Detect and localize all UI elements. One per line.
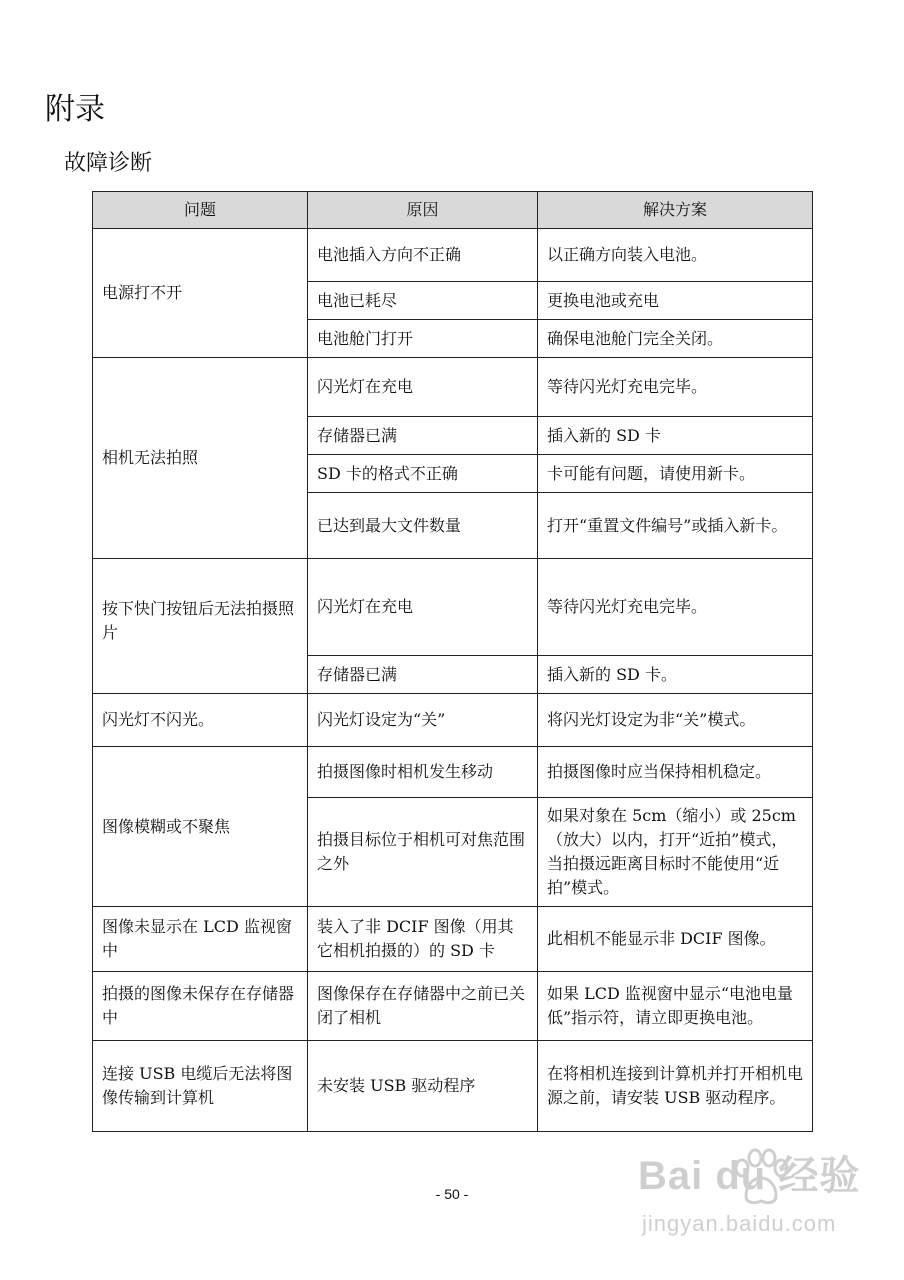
solution-cell: 插入新的 SD 卡 — [538, 417, 813, 455]
problem-cell: 图像未显示在 LCD 监视窗中 — [93, 907, 308, 972]
solution-cell: 更换电池或充电 — [538, 282, 813, 320]
troubleshooting-table — [92, 191, 813, 1132]
paw-icon — [728, 1148, 792, 1208]
cause-cell: 已达到最大文件数量 — [308, 493, 538, 559]
solution-cell: 等待闪光灯充电完毕。 — [538, 559, 813, 656]
page-number: - 50 - — [435, 1186, 469, 1202]
table-row — [93, 747, 813, 798]
cause-cell: 图像保存在存储器中之前已关闭了相机 — [308, 972, 538, 1041]
solution-cell: 拍摄图像时应当保持相机稳定。 — [538, 747, 813, 798]
solution-cell: 打开“重置文件编号”或插入新卡。 — [538, 493, 813, 559]
section-title: 故障诊断 — [64, 151, 153, 176]
problem-cell: 相机无法拍照 — [93, 358, 308, 559]
solution-cell: 在将相机连接到计算机并打开相机电源之前，请安装 USB 驱动程序。 — [538, 1041, 813, 1132]
baidu-watermark — [628, 1148, 868, 1252]
cause-cell: 电池插入方向不正确 — [308, 229, 538, 282]
cause-cell: 电池舱门打开 — [308, 320, 538, 358]
problem-cell — [93, 559, 308, 694]
solution-cell: 等待闪光灯充电完毕。 — [538, 358, 813, 417]
cause-cell: 存储器已满 — [308, 656, 538, 694]
cause-cell: 拍摄图像时相机发生移动 — [308, 747, 538, 798]
solution-cell: 确保电池舱门完全关闭。 — [538, 320, 813, 358]
table-row — [93, 229, 813, 282]
table-row — [93, 1041, 813, 1132]
watermark-logo-text: Bai du 经验 — [638, 1154, 861, 1198]
table-header-row — [93, 192, 813, 229]
problem-cell: 图像模糊或不聚焦 — [93, 747, 308, 907]
header-problem: 问题 — [93, 192, 308, 229]
table-row — [93, 972, 813, 1041]
cause-cell: 闪光灯在充电 — [308, 559, 538, 656]
problem-text: 按下快门按钮后无法拍摄照片 — [102, 599, 295, 642]
solution-cell: 以正确方向装入电池。 — [538, 229, 813, 282]
page-title: 附录 — [45, 92, 105, 127]
problem-cell: 拍摄的图像未保存在存储器中 — [93, 972, 308, 1041]
problem-cell: 闪光灯不闪光。 — [93, 694, 308, 747]
cause-cell: SD 卡的格式不正确 — [308, 455, 538, 493]
watermark-url: jingyan.baidu.com — [642, 1211, 837, 1236]
cause-cell: 闪光灯设定为“关” — [308, 694, 538, 747]
table-row — [93, 694, 813, 747]
header-solution: 解决方案 — [538, 192, 813, 229]
solution-cell: 将闪光灯设定为非“关”模式。 — [538, 694, 813, 747]
table-row — [93, 559, 813, 656]
cause-cell: 拍摄目标位于相机可对焦范围之外 — [308, 798, 538, 907]
cause-cell: 存储器已满 — [308, 417, 538, 455]
cause-cell: 未安装 USB 驱动程序 — [308, 1041, 538, 1132]
solution-cell: 如果对象在 5cm（缩小）或 25cm（放大）以内，打开“近拍”模式，当拍摄远距离目标时不能使用“近拍”模式。 — [538, 798, 813, 907]
problem-cell: 连接 USB 电缆后无法将图像传输到计算机 — [93, 1041, 308, 1132]
problem-cell: 电源打不开 — [93, 229, 308, 358]
table-row — [93, 358, 813, 417]
solution-cell: 卡可能有问题，请使用新卡。 — [538, 455, 813, 493]
table-row — [93, 907, 813, 972]
cause-cell: 电池已耗尽 — [308, 282, 538, 320]
solution-cell: 插入新的 SD 卡。 — [538, 656, 813, 694]
header-cause: 原因 — [308, 192, 538, 229]
cause-cell: 闪光灯在充电 — [308, 358, 538, 417]
solution-cell: 此相机不能显示非 DCIF 图像。 — [538, 907, 813, 972]
cause-cell: 装入了非 DCIF 图像（用其它相机拍摄的）的 SD 卡 — [308, 907, 538, 972]
solution-cell: 如果 LCD 监视窗中显示“电池电量低”指示符，请立即更换电池。 — [538, 972, 813, 1041]
